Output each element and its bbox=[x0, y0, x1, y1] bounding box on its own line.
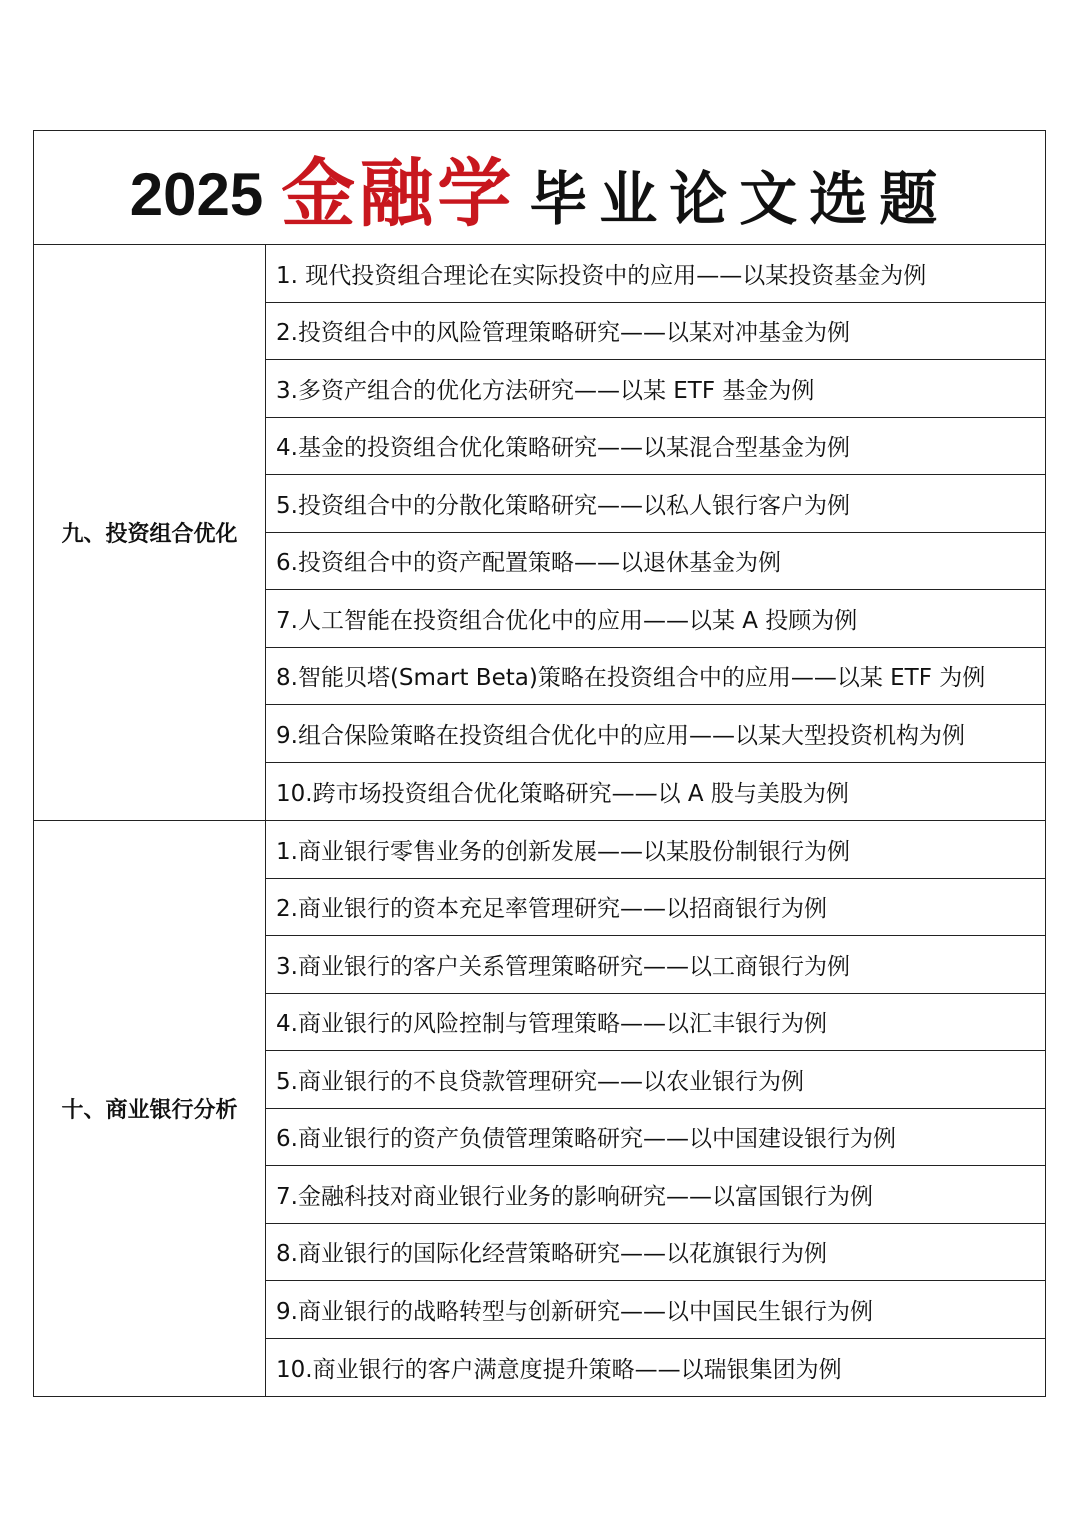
topic-item: 5.商业银行的不良贷款管理研究——以农业银行为例 bbox=[266, 1051, 1045, 1109]
topic-item: 5.投资组合中的分散化策略研究——以私人银行客户为例 bbox=[266, 475, 1045, 533]
section-label: 九、投资组合优化 bbox=[34, 245, 266, 820]
title-accent: 金融学 bbox=[281, 150, 516, 237]
topic-item: 2.商业银行的资本充足率管理研究——以招商银行为例 bbox=[266, 879, 1045, 937]
topic-list bbox=[266, 245, 1045, 820]
topic-item: 8.商业银行的国际化经营策略研究——以花旗银行为例 bbox=[266, 1224, 1045, 1282]
topic-item: 7.金融科技对商业银行业务的影响研究——以富国银行为例 bbox=[266, 1166, 1045, 1224]
topic-table bbox=[33, 130, 1046, 1397]
topic-list bbox=[266, 821, 1045, 1396]
section-label: 十、商业银行分析 bbox=[34, 821, 266, 1396]
section-commercial-banking bbox=[34, 821, 1045, 1396]
topic-item: 4.商业银行的风险控制与管理策略——以汇丰银行为例 bbox=[266, 994, 1045, 1052]
title-rest: 毕业论文选题 bbox=[529, 164, 950, 233]
topic-item: 6.投资组合中的资产配置策略——以退休基金为例 bbox=[266, 533, 1045, 591]
topic-item: 1.商业银行零售业务的创新发展——以某股份制银行为例 bbox=[266, 821, 1045, 879]
topic-item: 10.商业银行的客户满意度提升策略——以瑞银集团为例 bbox=[276, 1356, 842, 1383]
page-title bbox=[34, 131, 1045, 245]
topic-item: 9.组合保险策略在投资组合优化中的应用——以某大型投资机构为例 bbox=[266, 705, 1045, 763]
section-portfolio-optimization bbox=[34, 245, 1045, 821]
topic-item: 1. 现代投资组合理论在实际投资中的应用——以某投资基金为例 bbox=[266, 245, 1045, 303]
topic-item: 3.多资产组合的优化方法研究——以某 ETF 基金为例 bbox=[266, 360, 1045, 418]
topic-item: 4.基金的投资组合优化策略研究——以某混合型基金为例 bbox=[266, 418, 1045, 476]
topic-item: 10.跨市场投资组合优化策略研究——以 A 股与美股为例 bbox=[276, 780, 849, 807]
topic-item: 6.商业银行的资产负债管理策略研究——以中国建设银行为例 bbox=[266, 1109, 1045, 1167]
topic-item: 2.投资组合中的风险管理策略研究——以某对冲基金为例 bbox=[266, 303, 1045, 361]
topic-item: 3.商业银行的客户关系管理策略研究——以工商银行为例 bbox=[266, 936, 1045, 994]
topic-item: 8.智能贝塔(Smart Beta)策略在投资组合中的应用——以某 ETF 为例 bbox=[266, 648, 1045, 706]
topic-item: 9.商业银行的战略转型与创新研究——以中国民生银行为例 bbox=[266, 1281, 1045, 1339]
topic-item: 7.人工智能在投资组合优化中的应用——以某 A 投顾为例 bbox=[266, 590, 1045, 648]
title-year: 2025 bbox=[129, 161, 264, 228]
